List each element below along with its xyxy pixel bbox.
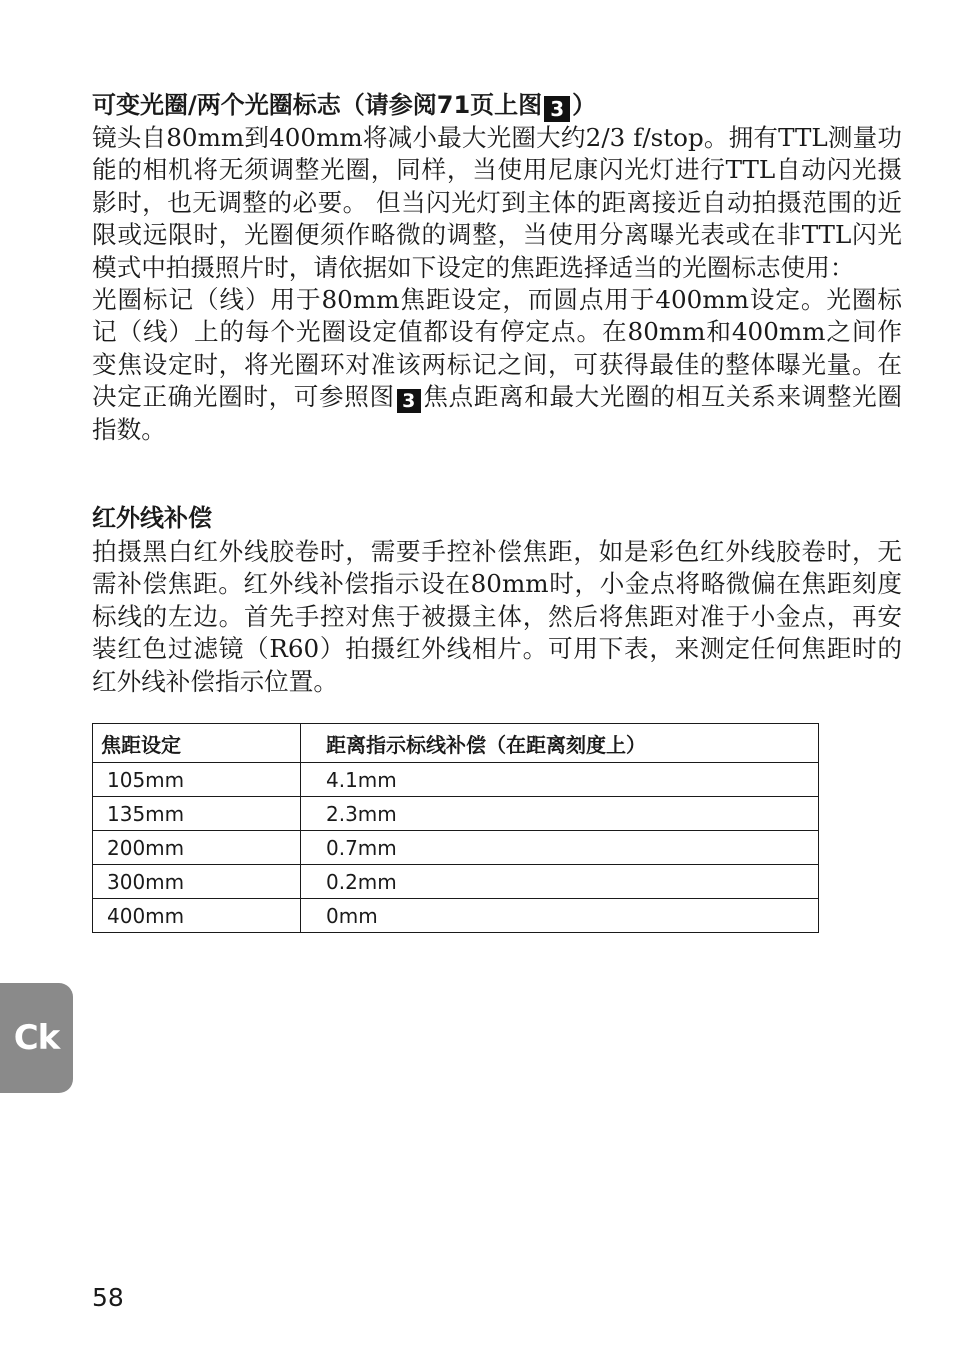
table-cell-compensation: 0mm (301, 899, 819, 933)
table-row (93, 831, 819, 865)
table-row (93, 899, 819, 933)
section-heading-aperture (92, 89, 902, 122)
figure-reference-badge: 3 (397, 389, 421, 413)
figure-reference-badge: 3 (544, 96, 570, 122)
aperture-paragraph-1: 镜头自80mm到400mm将减小最大光圈大约2/3 f/stop。拥有TTL测量功能的相机将无须调整光圈，同样，当使用尼康闪光灯进行TTL自动闪光摄影时，也无调整的必要。 但当闪光灯到主体的距离接近自动拍摄范围的近限或远限时，光圈便须作略微的调整，当使用分离曝光表或在非TTL闪光模式中拍摄照片时，请依据如下设定的焦距选择适当的光圈标志使用： (92, 123, 902, 282)
heading-close-paren: ） (572, 91, 597, 119)
page-number: 58 (92, 1283, 124, 1312)
table-cell-focal-length: 135mm (93, 797, 301, 831)
aperture-paragraph-2-tail: 焦点距离和最大光圈的相互关系来调整光圈指数。 (92, 382, 902, 444)
table-cell-compensation: 0.7mm (301, 831, 819, 865)
aperture-paragraph-2 (92, 284, 902, 446)
infrared-paragraph: 拍摄黑白红外线胶卷时，需要手控补偿焦距，如是彩色红外线胶卷时，无需补偿焦距。红外线补偿指示设在80mm时，小金点将略微偏在焦距刻度标线的左边。首先手控对焦于被摄主体，然后将焦距对准于小金点，再安装红色过滤镜（R60）拍摄红外线相片。可用下表，来测定任何焦距时的红外线补偿指示位置。 (92, 537, 902, 696)
section-aperture (92, 89, 902, 446)
section-heading-infrared: 红外线补偿 (92, 504, 212, 532)
table-cell-compensation: 2.3mm (301, 797, 819, 831)
table-row (93, 865, 819, 899)
table-cell-focal-length: 105mm (93, 763, 301, 797)
table-header-row (93, 724, 819, 763)
table-header-focal-length: 焦距设定 (93, 724, 301, 763)
language-tab: Ck (0, 983, 73, 1093)
table-cell-compensation: 4.1mm (301, 763, 819, 797)
section-infrared (92, 502, 902, 698)
table-cell-focal-length: 200mm (93, 831, 301, 865)
heading-text: 可变光圈/两个光圈标志（请参阅71页上图 (92, 91, 543, 119)
table-header-compensation: 距离指示标线补偿（在距离刻度上） (301, 724, 819, 763)
table-row (93, 763, 819, 797)
table-row (93, 797, 819, 831)
infrared-compensation-table (92, 723, 819, 933)
table-cell-focal-length: 300mm (93, 865, 301, 899)
table-cell-focal-length: 400mm (93, 899, 301, 933)
aperture-paragraph-2-text: 光圈标记（线）用于80mm焦距设定，而圆点用于400mm设定。光圈标记（线）上的每个光圈设定值都设有停定点。在80mm和400mm之间作变焦设定时，将光圈环对准该两标记之间，可获得最佳的整体曝光量。在决定正确光圈时，可参照图 (92, 285, 902, 412)
table-cell-compensation: 0.2mm (301, 865, 819, 899)
